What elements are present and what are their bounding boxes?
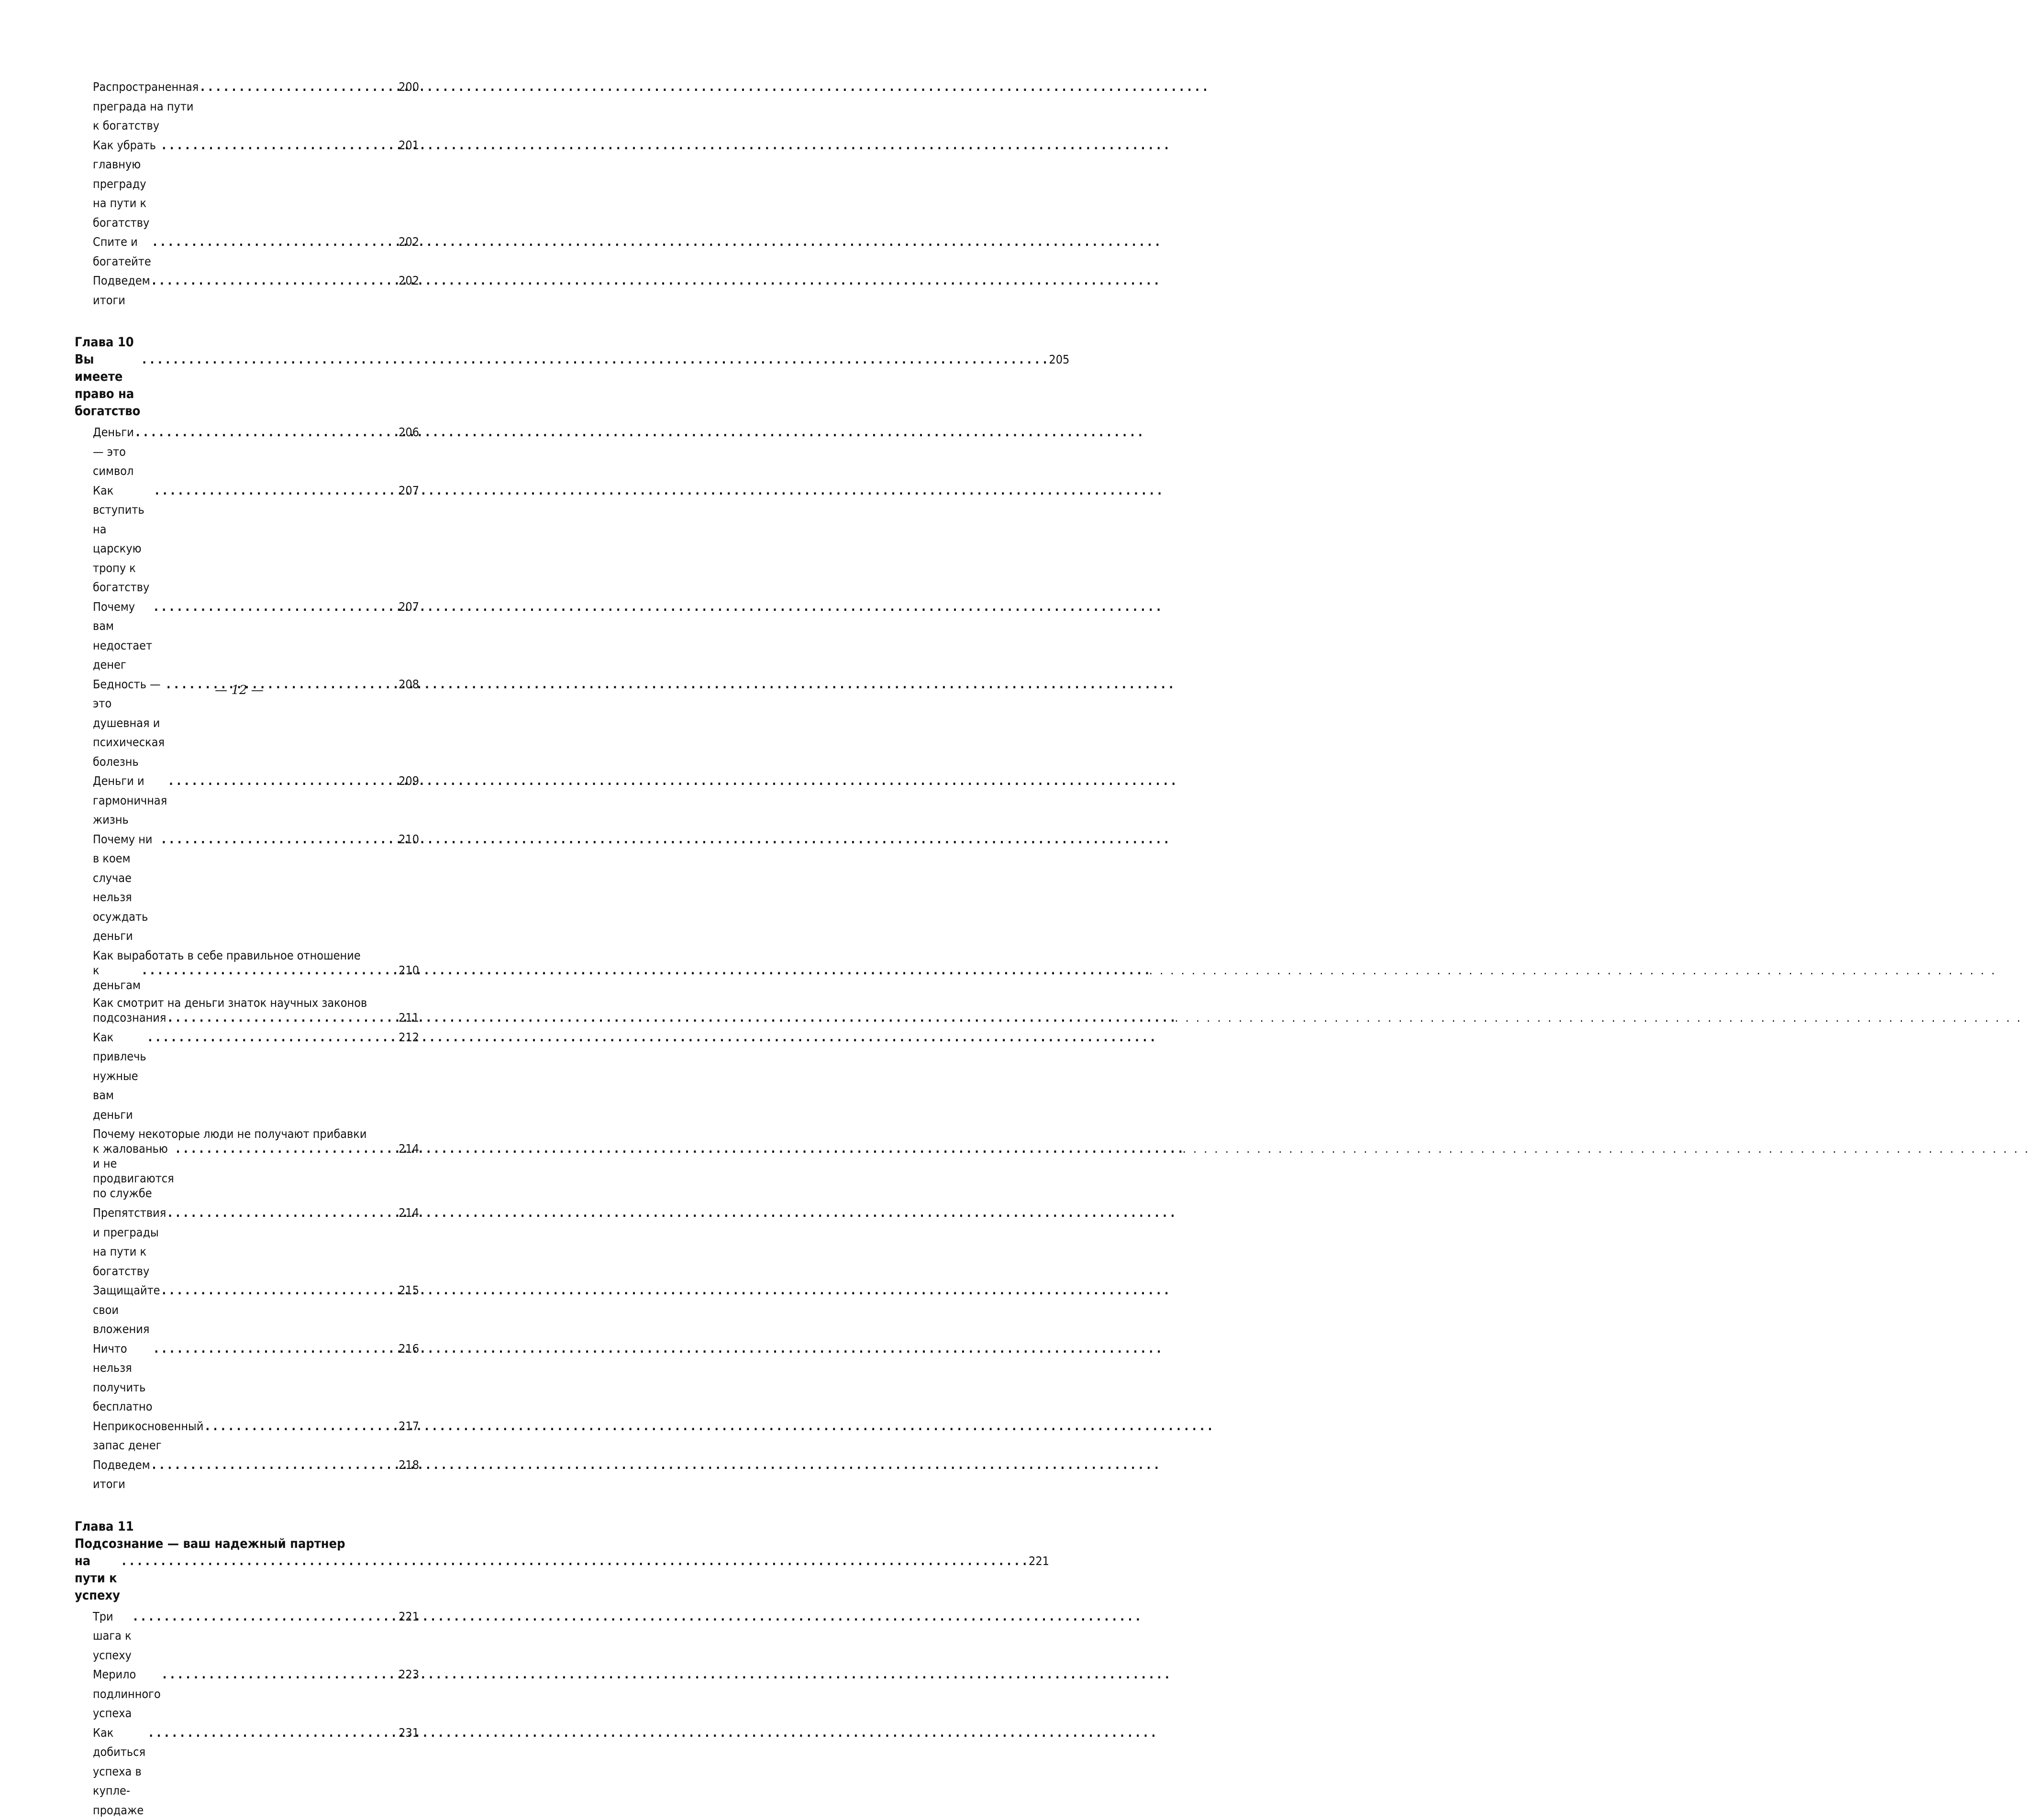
chapter-title	[75, 1535, 419, 1604]
toc-entry-page: 200	[399, 77, 419, 97]
toc-entry-page: 215	[399, 1281, 419, 1301]
toc-entry-page: 212	[399, 1028, 419, 1048]
toc-entry	[75, 995, 419, 1025]
toc-entry-title-line2: подсознания	[93, 1010, 166, 1025]
toc-entry-page: 217	[399, 1417, 419, 1436]
toc-leader-dots	[205, 1417, 397, 1436]
toc-entry	[75, 1665, 419, 1723]
table-of-contents	[75, 77, 419, 1820]
toc-entry-title: Деньги и гармоничная жизнь	[93, 772, 167, 830]
toc-entry	[75, 232, 419, 271]
toc-entry-page: 209	[399, 772, 419, 791]
toc-leader-dots	[169, 772, 397, 791]
toc-entry-page: 211	[399, 1010, 419, 1025]
chapter-11	[75, 1518, 419, 1820]
toc-entry-title: Как вступить на царскую тропу к богатству	[93, 481, 153, 597]
toc-entry-title-line2: к деньгам	[93, 963, 141, 993]
toc-entry-title: Препятствия и преграды на пути к богатству	[93, 1203, 166, 1281]
toc-entry	[75, 77, 419, 136]
toc-entry-title: Как привлечь нужные вам деньги	[93, 1028, 146, 1125]
toc-entry	[75, 597, 419, 675]
toc-entry-page: 231	[399, 1723, 419, 1743]
chapter-page: 205	[1049, 351, 1069, 368]
toc-entry-title: Как добиться успеха в купле-продаже	[93, 1723, 147, 1820]
toc-entry-page: 218	[399, 1456, 419, 1475]
toc-leader-dots	[133, 1607, 397, 1627]
toc-entry-title: Почему вам недостает денег	[93, 597, 152, 675]
toc-entry-page: 210	[399, 963, 419, 978]
page-number: — 12 —	[0, 683, 478, 697]
toc-entry-title: Ничто нельзя получить бесплатно	[93, 1339, 153, 1417]
toc-leader-dots	[152, 271, 397, 291]
toc-leader-dots: . . . . . . . . . . . . . . . . . . . . . . . . . . . . . . . . . . . . . . . . . . . . . . . . . . . . . . . . . . . . . . . . . . . . . . . . . . . . . . . . . . .	[176, 1141, 397, 1156]
toc-leader-dots	[122, 1553, 1027, 1570]
toc-entry-title: Подведем итоги	[93, 1456, 150, 1494]
toc-entry	[75, 948, 419, 993]
toc-entry-title: Мерило подлинного успеха	[93, 1665, 161, 1723]
toc-entry-title: Деньги — это символ	[93, 423, 134, 481]
toc-entry-page: 210	[399, 830, 419, 849]
toc-entry-page: 208	[399, 675, 419, 695]
chapter-title-line2: на пути к успеху	[75, 1553, 120, 1604]
toc-entry-title: Неприкосновенный запас денег	[93, 1417, 203, 1456]
toc-entry	[75, 481, 419, 597]
toc-entry	[75, 1281, 419, 1339]
toc-entry-page: 216	[399, 1339, 419, 1359]
toc-entry-title-line1: Как смотрит на деньги знаток научных законов	[93, 995, 419, 1010]
toc-leader-dots	[142, 351, 1047, 368]
toc-entry-page: 206	[399, 423, 419, 442]
chapter-title-line1: Подсознание — ваш надежный партнер	[75, 1535, 419, 1553]
toc-leader-dots	[152, 1456, 397, 1475]
toc-entry	[75, 271, 419, 310]
toc-entry-page: 223	[399, 1665, 419, 1685]
toc-entry	[75, 1723, 419, 1820]
toc-entry-page: 214	[399, 1141, 419, 1156]
toc-entry-title: Бедность — это душевная и психическая болезнь	[93, 675, 165, 772]
toc-leader-dots	[200, 77, 397, 97]
toc-leader-dots	[154, 597, 397, 617]
toc-entry-title: Как убрать главную преграду на пути к богатству	[93, 136, 160, 233]
toc-entry-title: Спите и богатейте	[93, 232, 151, 271]
toc-leader-dots: . . . . . . . . . . . . . . . . . . . . . . . . . . . . . . . . . . . . . . . . . . . . . . . . . . . . . . . . . . . . . . . . . . . . . . . . . . . . . . . . . . .	[168, 1010, 397, 1025]
toc-entry	[75, 1203, 419, 1281]
chapter-10	[75, 334, 419, 1494]
toc-entry-page: 207	[399, 481, 419, 501]
toc-entry	[75, 1607, 419, 1666]
toc-leader-dots	[162, 1281, 397, 1301]
toc-entry	[75, 772, 419, 830]
toc-entry-page: 207	[399, 597, 419, 617]
toc-leader-dots	[149, 1723, 397, 1743]
toc-entry-title: Распространенная преграда на пути к богатству	[93, 77, 199, 136]
toc-leader-dots	[168, 1203, 397, 1223]
toc-entry-page: 201	[399, 136, 419, 155]
toc-leader-dots: . . . . . . . . . . . . . . . . . . . . . . . . . . . . . . . . . . . . . . . . . . . . . . . . . . . . . . . . . . . . . . . . . . . . . . . . . . . . . . . . . . .	[143, 963, 397, 978]
chapter-page: 221	[1029, 1553, 1049, 1570]
toc-entry	[75, 1126, 419, 1201]
toc-leader-dots	[136, 423, 397, 442]
toc-entry-title: Почему ни в коем случае нельзя осуждать деньги	[93, 830, 160, 946]
toc-entry	[75, 136, 419, 233]
toc-entry	[75, 423, 419, 481]
toc-entry-title: Три шага к успеху	[93, 1607, 132, 1666]
toc-leader-dots	[162, 830, 397, 849]
toc-entry-page: 202	[399, 232, 419, 252]
toc-entry-title-line1: Почему некоторые люди не получают прибавки	[93, 1126, 419, 1141]
toc-entry-title-line2: к жалованью и не продвигаются по службе	[93, 1141, 174, 1201]
toc-entry-page: 202	[399, 271, 419, 291]
chapter-title	[75, 351, 419, 420]
toc-leader-dots	[148, 1028, 397, 1048]
toc-entry	[75, 1028, 419, 1125]
chapter-label: Глава 10	[75, 334, 419, 351]
toc-entry-title: Подведем итоги	[93, 271, 150, 310]
toc-leader-dots	[163, 1665, 397, 1685]
toc-entry	[75, 1456, 419, 1494]
toc-entry	[75, 1417, 419, 1456]
toc-leader-dots	[155, 481, 397, 501]
chapter-title-text: Вы имеете право на богатство	[75, 351, 140, 420]
chapter-label: Глава 11	[75, 1518, 419, 1535]
toc-leader-dots	[153, 232, 397, 252]
toc-leader-dots	[155, 1339, 397, 1359]
toc-entry-page: 214	[399, 1203, 419, 1223]
toc-leader-dots	[162, 136, 397, 155]
toc-entry	[75, 1339, 419, 1417]
toc-entry-page: 221	[399, 1607, 419, 1627]
toc-entry-title: Защищайте свои вложения	[93, 1281, 160, 1339]
toc-entry-title-line1: Как выработать в себе правильное отношение	[93, 948, 419, 963]
toc-entry	[75, 830, 419, 946]
